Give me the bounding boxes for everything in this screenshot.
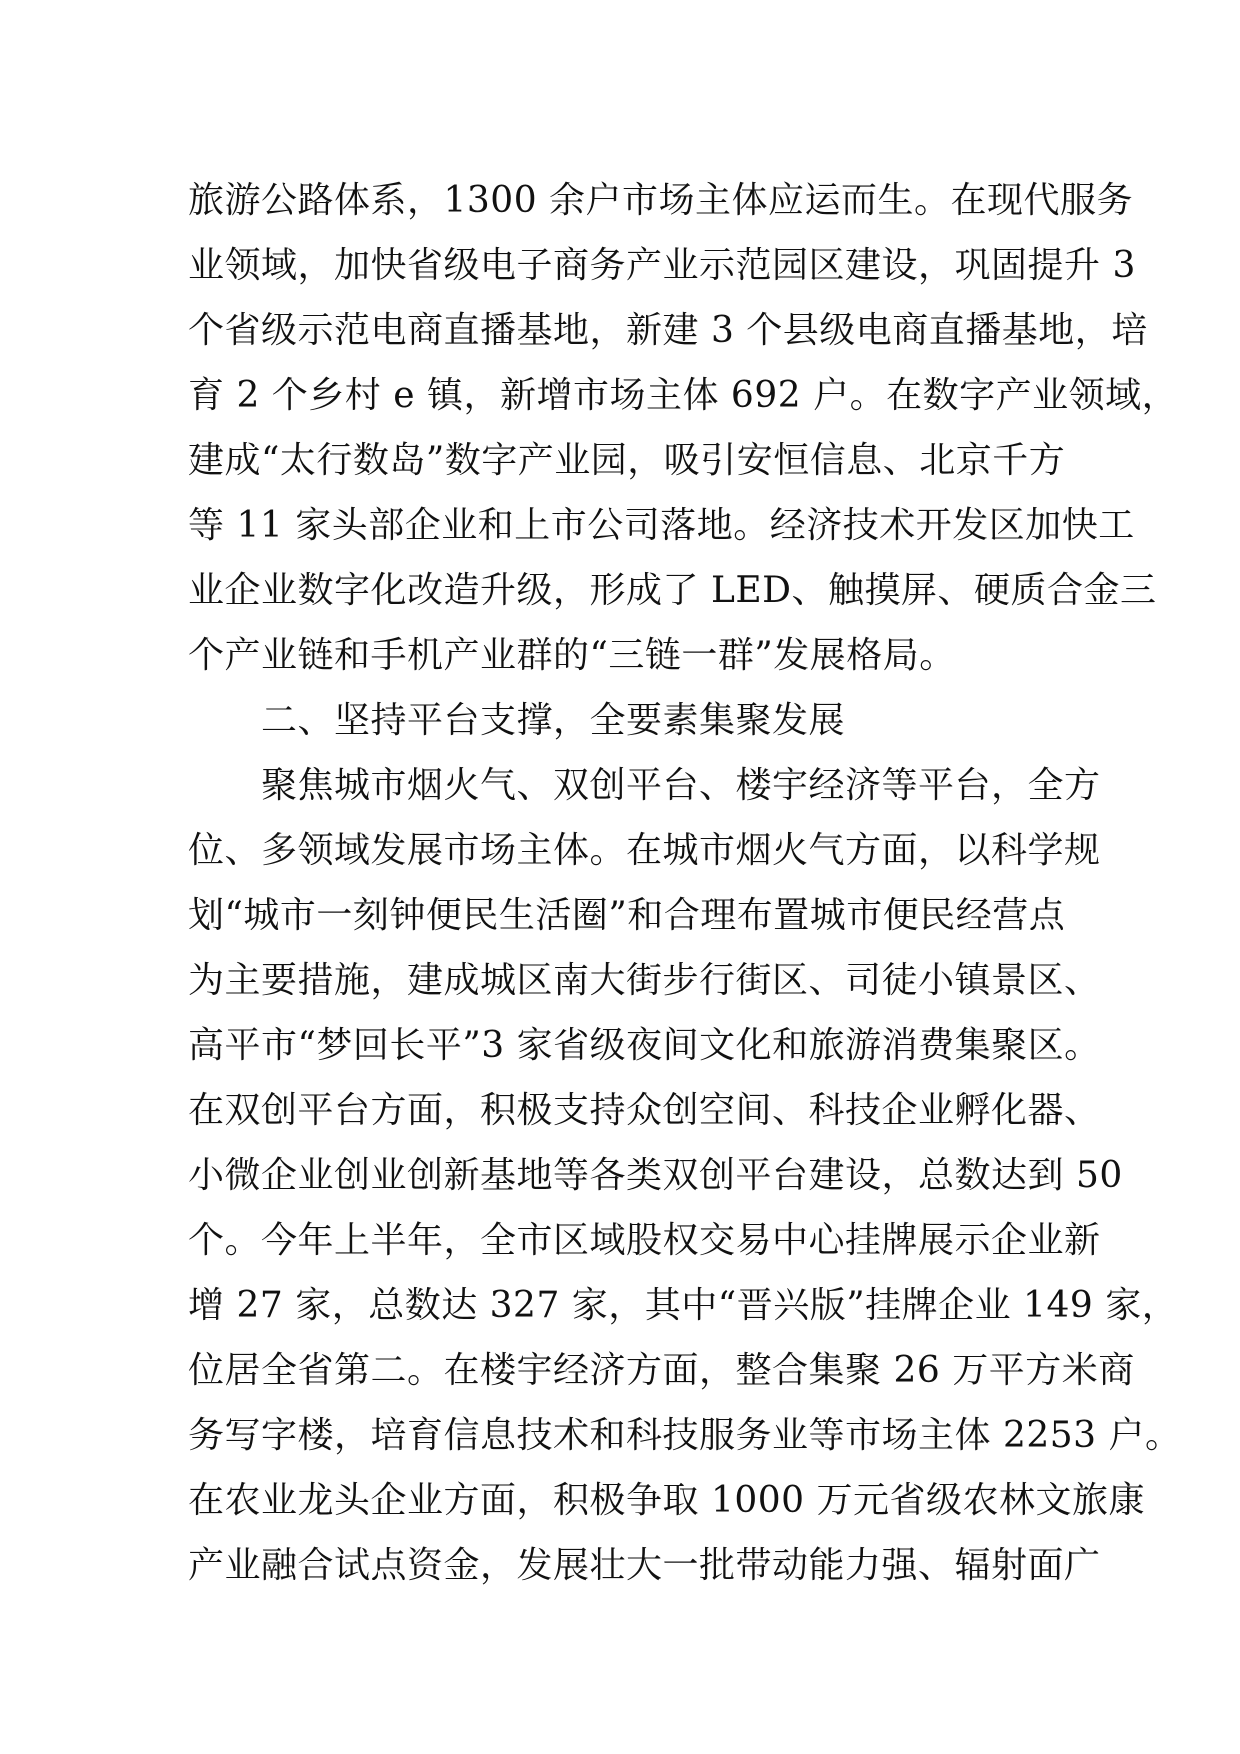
text-line: 划“城市一刻钟便民生活圈”和合理布置城市便民经营点: [188, 895, 1066, 936]
text-line: 个。今年上半年，全市区域股权交易中心挂牌展示企业新: [188, 1220, 1101, 1261]
text-line: 高平市“梦回长平”3 家省级夜间文化和旅游消费集聚区。: [188, 1025, 1101, 1066]
text-line: 位居全省第二。在楼宇经济方面，整合集聚 26 万平方米商: [188, 1350, 1135, 1391]
text-line: 个产业链和手机产业群的“三链一群”发展格局。: [188, 635, 956, 676]
text-line: 在农业龙头企业方面，积极争取 1000 万元省级农林文旅康: [188, 1480, 1146, 1521]
text-line: 务写字楼，培育信息技术和科技服务业等市场主体 2253 户。: [188, 1415, 1182, 1456]
text-line: 为主要措施，建成城区南大街步行街区、司徒小镇景区、: [188, 960, 1101, 1001]
text-line: 小微企业创业创新基地等各类双创平台建设，总数达到 50: [188, 1155, 1123, 1196]
text-line: 等 11 家头部企业和上市公司落地。经济技术开发区加快工: [188, 505, 1135, 546]
text-line: 育 2 个乡村 e 镇，新增市场主体 692 户。在数字产业领域，: [188, 375, 1179, 416]
text-line: 在双创平台方面，积极支持众创空间、科技企业孵化器、: [188, 1090, 1101, 1131]
text-line: 产业融合试点资金，发展壮大一批带动能力强、辐射面广: [188, 1545, 1101, 1586]
section-heading: 二、坚持平台支撑，全要素集聚发展: [188, 700, 846, 741]
body-text: [188, 168, 1182, 1598]
text-line: 个省级示范电商直播基地，新建 3 个县级电商直播基地，培: [188, 310, 1148, 351]
text-line: 聚焦城市烟火气、双创平台、楼宇经济等平台，全方: [188, 765, 1101, 806]
text-line: 建成“太行数岛”数字产业园，吸引安恒信息、北京千方: [188, 440, 1066, 481]
text-line: 增 27 家，总数达 327 家，其中“晋兴版”挂牌企业 149 家，: [188, 1285, 1179, 1326]
text-line: 位、多领域发展市场主体。在城市烟火气方面，以科学规: [188, 830, 1101, 871]
text-line: 旅游公路体系，1300 余户市场主体应运而生。在现代服务: [188, 180, 1134, 221]
text-line: 业领域，加快省级电子商务产业示范园区建设，巩固提升 3: [188, 245, 1136, 286]
text-line: 业企业数字化改造升级，形成了 LED、触摸屏、硬质合金三: [188, 570, 1157, 611]
